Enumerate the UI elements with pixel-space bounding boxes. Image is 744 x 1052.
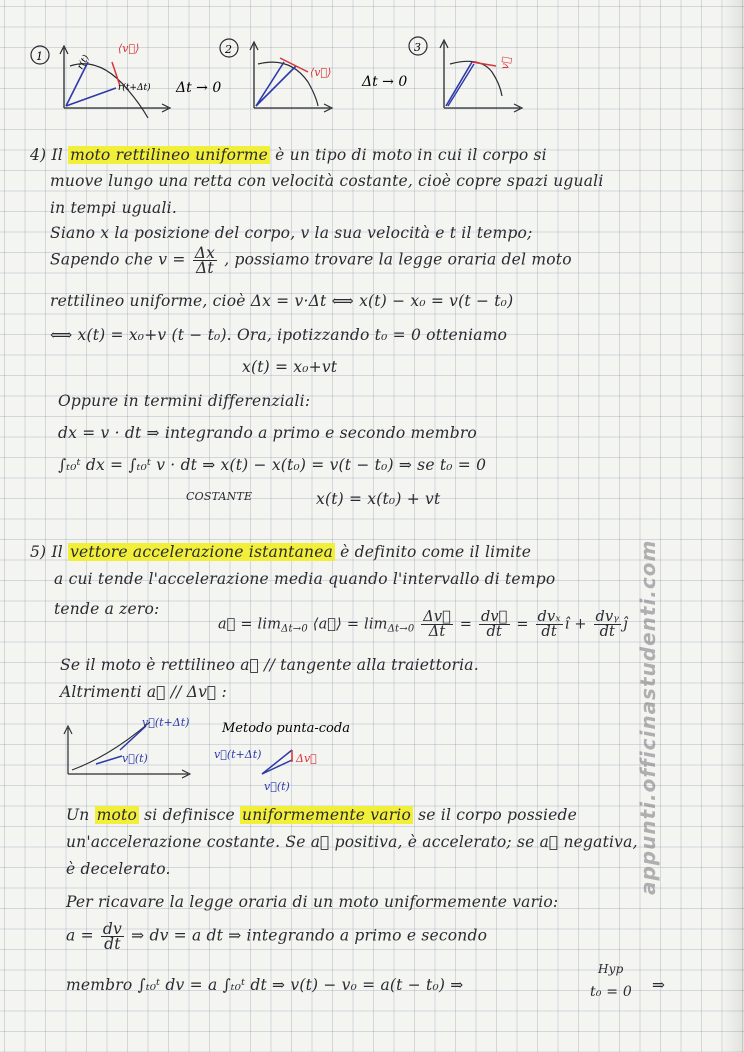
section-5-line-1: 5) Il vettore accelerazione istantanea è definito come il limite: [30, 543, 532, 561]
velocity-vector-diagram: [0, 700, 420, 800]
acceleration-definition: a⃗ = $\lim_{\Delta t\to 0}$ ⟨a⃗⟩ = $\lim_{\Delta t\to 0}$ $\frac{\Delta v⃗}{\Delta t}$ = $\frac{dv⃗}{dt}$ = $\frac{\text{dvₓ}}{dt}$ î + $\frac{\text{dvᵧ}}{dt}$ ĵ: [218, 609, 628, 640]
section-4-line-10: dx = v · dt ⇒ integrando a primo e secondo membro: [58, 424, 477, 442]
section-4-line-9: Oppure in termini differenziali:: [58, 392, 311, 410]
section-4-line-3: in tempi uguali.: [50, 199, 177, 217]
sketch-2-number: 2: [225, 43, 232, 56]
section-5-line-6: Un moto si definisce uniformemente vario se il corpo possiede: [66, 806, 578, 824]
velocity-sketches: [0, 0, 744, 130]
limit-label-2: Δt → 0: [362, 74, 408, 90]
section-4-line-5: Sapendo che v = $\frac{\Delta x}{\Delta t}$ , possiamo trovare la legge oraria del moto: [50, 244, 572, 277]
sketch-1-r2-label: r(t+Δt): [118, 83, 151, 93]
section-4-line-8: x(t) = x₀+vt: [242, 358, 338, 376]
section-4-line-12: x(t) = x(t₀) + vt: [316, 490, 441, 508]
section-4-line-1: 4) Il moto rettilineo uniforme è un tipo di moto in cui il corpo si: [30, 146, 547, 164]
section-5-line-8: è decelerato.: [66, 860, 171, 878]
highlight-moto: moto: [96, 806, 137, 824]
sketch-3-number: 3: [414, 41, 421, 54]
section-4-number: 4): [30, 146, 47, 164]
diagram-v-tdt2-label: v⃗(t+Δt): [214, 748, 262, 761]
sketch-2-v-label: ⟨v⃗⟩: [310, 66, 332, 79]
section-5-line-10: a = $\frac{dv}{dt}$ ⇒ dv = a dt ⇒ integrando a primo e secondo: [66, 920, 488, 953]
page-edge-shadow: [722, 0, 744, 1052]
section-5-line-3: tende a zero:: [54, 600, 160, 618]
diagram-dv-label: Δv⃗: [296, 752, 317, 765]
section-5-line-11-end: ⇒: [652, 976, 666, 994]
diagram-v-t-label: v⃗(t): [122, 752, 148, 765]
limit-label-1: Δt → 0: [176, 80, 222, 96]
section-4-line-6: rettilineo uniforme, cioè Δx = v·Δt ⟺ x(t) − x₀ = v(t − t₀): [50, 292, 514, 310]
section-5-line-7: un'accelerazione costante. Se a⃗ positiva, è accelerato; se a⃗ negativa,: [66, 833, 638, 851]
hyp-condition: t₀ = 0: [590, 984, 632, 1000]
section-4-line-2: muove lungo una retta con velocità costante, cioè copre spazi uguali: [50, 172, 604, 190]
section-5-number: 5): [30, 543, 47, 561]
highlight-vettore-accelerazione: vettore accelerazione istantanea: [70, 543, 334, 561]
highlight-moto-rettilineo-uniforme: moto rettilineo uniforme: [70, 146, 268, 164]
sketch-1-r1-label: r(t): [75, 53, 92, 72]
section-5-line-11: membro ∫ₜ₀ᵗ dv = a ∫ₜ₀ᵗ dt ⇒ v(t) − v₀ = a(t − t₀) ⇒: [66, 976, 464, 994]
section-5-line-9: Per ricavare la legge oraria di un moto uniformemente vario:: [66, 893, 559, 911]
hyp-label: Hyp: [598, 962, 624, 976]
highlight-uniformemente-vario: uniformemente vario: [242, 806, 411, 824]
diagram-method-label: Metodo punta-coda: [222, 721, 350, 736]
section-4-line-11: ∫ₜ₀ᵗ dx = ∫ₜ₀ᵗ v · dt ⇒ x(t) − x(t₀) = v(t − t₀) ⇒ se t₀ = 0: [58, 456, 487, 474]
sketch-1-v-label: ⟨v⃗⟩: [118, 42, 140, 55]
section-4-costante-note: COSTANTE: [186, 490, 253, 503]
section-5-line-4: Se il moto è rettilineo a⃗ // tangente alla traiettoria.: [60, 656, 479, 674]
diagram-v-t2-label: v⃗(t): [264, 780, 290, 793]
sketch-1-number: 1: [36, 50, 43, 63]
watermark: appunti.officinastudenti.com: [636, 539, 660, 895]
section-4-line-7: ⟺ x(t) = x₀+v (t − t₀). Ora, ipotizzando t₀ = 0 otteniamo: [50, 326, 508, 344]
section-4-line-4: Siano x la posizione del corpo, v la sua velocità e t il tempo;: [50, 224, 533, 242]
diagram-v-tdt-label: v⃗(t+Δt): [142, 716, 190, 729]
sketch-3-v-label: v⃗: [498, 55, 514, 71]
section-5-line-5: Altrimenti a⃗ // Δv⃗ :: [60, 683, 227, 701]
section-5-line-2: a cui tende l'accelerazione media quando l'intervallo di tempo: [54, 570, 556, 588]
